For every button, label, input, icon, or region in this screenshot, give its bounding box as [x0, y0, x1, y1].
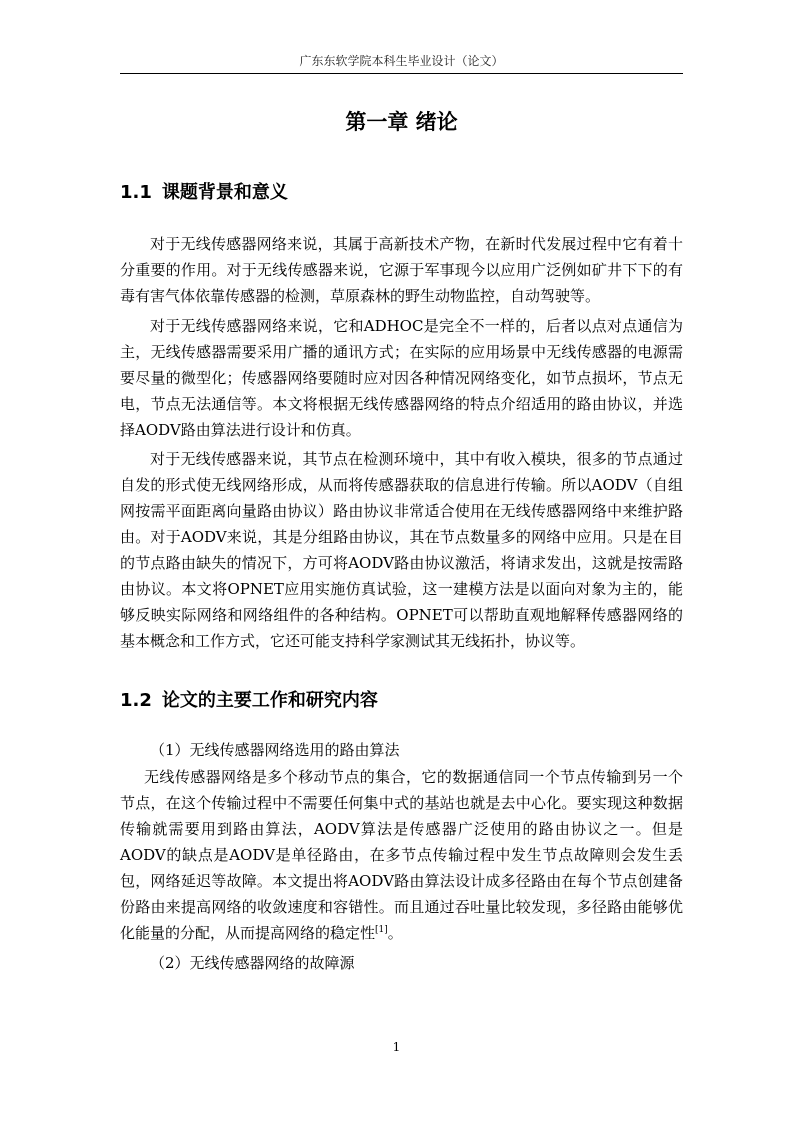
section-1-paragraph-1: 对于无线传感器网络来说，其属于高新技术产物，在新时代发展过程中它有着十分重要的作用。对于无线传感器来说，它源于军事现今以应用广泛例如矿井下下的有毒有害气体依靠传感器的检测，草原森林的野生动物监控，自动驾驶等。	[120, 235, 683, 305]
section-2-paragraph-end: 。	[387, 924, 403, 942]
section-2-number: 1.2	[120, 690, 152, 711]
page-number: 1	[392, 1040, 401, 1054]
header-divider	[120, 73, 683, 74]
section-1-heading	[120, 178, 288, 204]
section-2-paragraph-text: 无线传感器网络是多个移动节点的集合，它的数据通信同一个节点传输到另一个节点，在这个传输过程中不需要任何集中式的基站也就是去中心化。要实现这种数据传输就需要用到路由算法，AODV算法是传感器广泛使用的路由协议之一。但是AODV的缺点是AODV是单径路由，在多节点传输过程中发生节点故障则会发生丢包，网络延迟等故障。本文提出将AODV路由算法设计成多径路由在每个节点创建备份路由来提高网络的收敛速度和容错性。而且通过吞吐量比较发现，多径路由能够优化能量的分配，从而提高网络的稳定性	[120, 768, 683, 942]
section-1-title: 课题背景和意义	[161, 182, 288, 203]
section-1-paragraph-3: 对于无线传感器来说，其节点在检测环境中，其中有收入模块，很多的节点通过自发的形式使无线网络形成，从而将传感器获取的信息进行传输。所以AODV（自组网按需平面距离向量路由协议）路由协议非常适合使用在无线传感器网络中来维护路由。对于AODV来说，其是分组路由协议，其在节点数量多的网络中应用。只是在目的节点路由缺失的情况下，方可将AODV路由协议激活，将请求发出，这就是按需路由协议。本文将OPNET应用实施仿真试验，这一建模方法是以面向对象为主的，能够反映实际网络和网络组件的各种结构。OPNET可以帮助直观地解释传感器网络的基本概念和工作方式，它还可能支持科学家测试其无线拓扑，协议等。	[120, 450, 683, 650]
running-header: 广东东软学院本科生毕业设计（论文）	[299, 54, 504, 68]
citation-marker: [1]	[375, 925, 388, 935]
section-1-number: 1.1	[120, 182, 152, 203]
section-2-item-2: （2）无线传感器网络的故障源	[150, 954, 355, 972]
section-2-title: 论文的主要工作和研究内容	[161, 690, 378, 711]
section-1-paragraph-2: 对于无线传感器网络来说，它和ADHOC是完全不一样的，后者以点对点通信为主，无线传感器需要采用广播的通讯方式；在实际的应用场景中无线传感器的电源需要尽量的微型化；传感器网络要随时应对因各种情况网络变化，如节点损坏，节点无电，节点无法通信等。本文将根据无线传感器网络的特点介绍适用的路由协议，并选择AODV路由算法进行设计和仿真。	[120, 317, 683, 439]
section-2-heading	[120, 686, 378, 712]
section-2-paragraph	[120, 764, 683, 946]
section-2-item-1: （1）无线传感器网络选用的路由算法	[150, 741, 400, 759]
chapter-title: 第一章 绪论	[345, 110, 458, 134]
